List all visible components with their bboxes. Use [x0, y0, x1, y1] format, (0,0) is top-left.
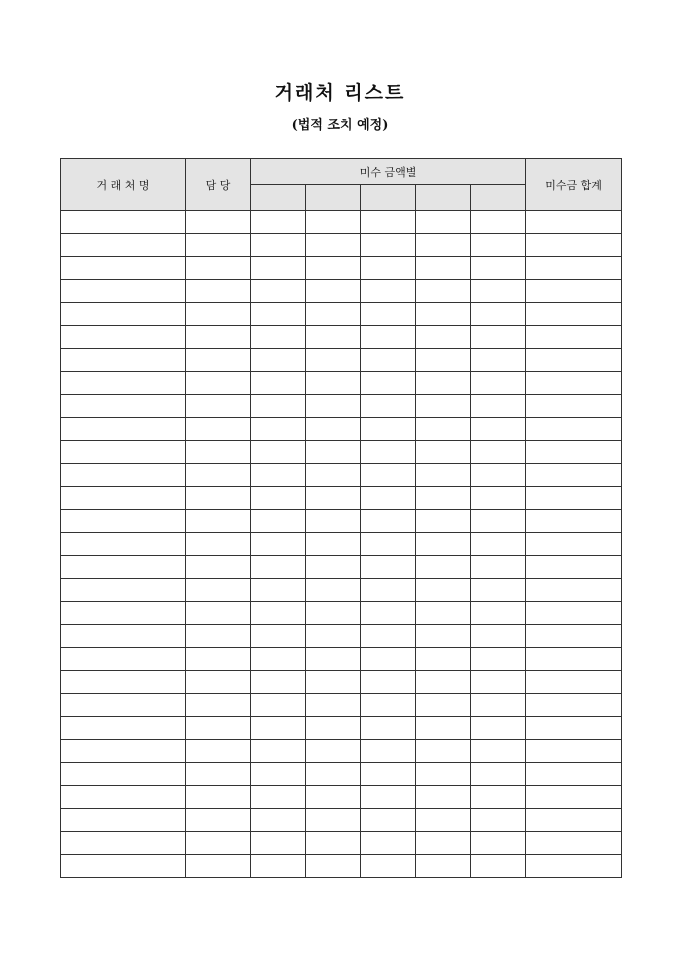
table-cell[interactable]: [61, 694, 186, 717]
table-cell[interactable]: [306, 648, 361, 671]
table-cell[interactable]: [61, 487, 186, 510]
table-cell[interactable]: [306, 418, 361, 441]
table-cell[interactable]: [361, 832, 416, 855]
table-cell[interactable]: [61, 763, 186, 786]
table-cell[interactable]: [186, 280, 251, 303]
table-cell[interactable]: [526, 740, 622, 763]
table-cell[interactable]: [416, 625, 471, 648]
table-cell[interactable]: [306, 556, 361, 579]
table-cell[interactable]: [306, 786, 361, 809]
header-client-name: 거 래 처 명: [61, 159, 186, 211]
table-cell[interactable]: [471, 855, 526, 878]
table-cell[interactable]: [186, 510, 251, 533]
header-receivables-total: 미수금 합계: [526, 159, 622, 211]
table-cell[interactable]: [251, 372, 306, 395]
table-cell[interactable]: [471, 280, 526, 303]
table-row: [61, 234, 622, 257]
table-cell[interactable]: [471, 763, 526, 786]
table-cell[interactable]: [186, 763, 251, 786]
table-cell[interactable]: [61, 648, 186, 671]
table-cell[interactable]: [61, 280, 186, 303]
table-cell[interactable]: [186, 303, 251, 326]
table-row: [61, 510, 622, 533]
table-row: [61, 602, 622, 625]
table-cell[interactable]: [526, 441, 622, 464]
table-cell[interactable]: [251, 671, 306, 694]
table-cell[interactable]: [251, 510, 306, 533]
header-amount-subcolumn: [416, 185, 471, 211]
table-cell[interactable]: [361, 556, 416, 579]
table-cell[interactable]: [416, 234, 471, 257]
table-cell[interactable]: [186, 533, 251, 556]
table-cell[interactable]: [471, 395, 526, 418]
table-cell[interactable]: [251, 740, 306, 763]
table-row: [61, 786, 622, 809]
table-cell[interactable]: [526, 280, 622, 303]
table-cell[interactable]: [186, 326, 251, 349]
table-cell[interactable]: [526, 648, 622, 671]
table-row: [61, 487, 622, 510]
table-cell[interactable]: [416, 533, 471, 556]
table-cell[interactable]: [526, 763, 622, 786]
table-cell[interactable]: [526, 257, 622, 280]
table-cell[interactable]: [306, 671, 361, 694]
table-cell[interactable]: [186, 234, 251, 257]
table-cell[interactable]: [526, 372, 622, 395]
table-cell[interactable]: [251, 487, 306, 510]
table-cell[interactable]: [251, 625, 306, 648]
table-cell[interactable]: [61, 671, 186, 694]
table-cell[interactable]: [186, 418, 251, 441]
table-row: [61, 303, 622, 326]
table-cell[interactable]: [61, 464, 186, 487]
table-cell[interactable]: [306, 487, 361, 510]
table-cell[interactable]: [526, 579, 622, 602]
table-cell[interactable]: [416, 855, 471, 878]
table-row: [61, 372, 622, 395]
table-row: [61, 740, 622, 763]
table-cell[interactable]: [251, 832, 306, 855]
table-cell[interactable]: [186, 395, 251, 418]
table-row: [61, 579, 622, 602]
table-cell[interactable]: [471, 303, 526, 326]
table-cell[interactable]: [471, 441, 526, 464]
table-cell[interactable]: [416, 556, 471, 579]
table-cell[interactable]: [361, 602, 416, 625]
table-cell[interactable]: [526, 533, 622, 556]
table-cell[interactable]: [251, 786, 306, 809]
table-cell[interactable]: [306, 211, 361, 234]
table-cell[interactable]: [306, 257, 361, 280]
table-cell[interactable]: [306, 395, 361, 418]
table-cell[interactable]: [361, 234, 416, 257]
table-cell[interactable]: [526, 855, 622, 878]
table-cell[interactable]: [416, 694, 471, 717]
table-cell[interactable]: [61, 211, 186, 234]
table-cell[interactable]: [251, 694, 306, 717]
table-cell[interactable]: [526, 625, 622, 648]
table-cell[interactable]: [526, 326, 622, 349]
table-cell[interactable]: [471, 326, 526, 349]
table-cell[interactable]: [186, 579, 251, 602]
table-cell[interactable]: [471, 648, 526, 671]
table-row: [61, 326, 622, 349]
table-cell[interactable]: [416, 671, 471, 694]
table-cell[interactable]: [416, 579, 471, 602]
table-cell[interactable]: [361, 763, 416, 786]
table-cell[interactable]: [251, 257, 306, 280]
table-cell[interactable]: [416, 648, 471, 671]
table-cell[interactable]: [526, 510, 622, 533]
table-cell[interactable]: [361, 303, 416, 326]
table-row: [61, 441, 622, 464]
table-row: [61, 717, 622, 740]
table-cell[interactable]: [361, 418, 416, 441]
table-cell[interactable]: [471, 694, 526, 717]
table-cell[interactable]: [186, 809, 251, 832]
table-cell[interactable]: [61, 395, 186, 418]
table-cell[interactable]: [61, 855, 186, 878]
table-cell[interactable]: [61, 625, 186, 648]
table-cell[interactable]: [471, 533, 526, 556]
table-cell[interactable]: [361, 395, 416, 418]
table-cell[interactable]: [361, 510, 416, 533]
table-row: [61, 648, 622, 671]
table-cell[interactable]: [186, 832, 251, 855]
table-cell[interactable]: [251, 809, 306, 832]
table-cell[interactable]: [471, 832, 526, 855]
table-cell[interactable]: [361, 326, 416, 349]
table-cell[interactable]: [61, 234, 186, 257]
table-cell[interactable]: [361, 372, 416, 395]
table-cell[interactable]: [471, 556, 526, 579]
table-row: [61, 809, 622, 832]
table-cell[interactable]: [61, 533, 186, 556]
table-cell[interactable]: [61, 832, 186, 855]
table-cell[interactable]: [186, 855, 251, 878]
table-cell[interactable]: [306, 372, 361, 395]
table-cell[interactable]: [361, 648, 416, 671]
table-cell[interactable]: [416, 832, 471, 855]
table-cell[interactable]: [416, 602, 471, 625]
table-cell[interactable]: [361, 579, 416, 602]
table-cell[interactable]: [61, 786, 186, 809]
table-cell[interactable]: [526, 487, 622, 510]
table-cell[interactable]: [471, 372, 526, 395]
table-cell[interactable]: [361, 487, 416, 510]
table-cell[interactable]: [186, 464, 251, 487]
table-row: [61, 855, 622, 878]
table-cell[interactable]: [306, 579, 361, 602]
table-cell[interactable]: [306, 533, 361, 556]
table-row: [61, 395, 622, 418]
table-cell[interactable]: [361, 809, 416, 832]
table-cell[interactable]: [471, 717, 526, 740]
table-row: [61, 418, 622, 441]
table-cell[interactable]: [306, 303, 361, 326]
table-cell[interactable]: [361, 441, 416, 464]
table-cell[interactable]: [526, 211, 622, 234]
table-cell[interactable]: [416, 717, 471, 740]
table-cell[interactable]: [186, 211, 251, 234]
table-cell[interactable]: [61, 717, 186, 740]
table-row: [61, 625, 622, 648]
table-cell[interactable]: [361, 694, 416, 717]
table-cell[interactable]: [186, 694, 251, 717]
table-cell[interactable]: [361, 786, 416, 809]
table-cell[interactable]: [471, 510, 526, 533]
table-cell[interactable]: [186, 441, 251, 464]
table-cell[interactable]: [306, 809, 361, 832]
table-cell[interactable]: [251, 602, 306, 625]
table-cell[interactable]: [361, 464, 416, 487]
table-cell[interactable]: [306, 832, 361, 855]
table-cell[interactable]: [61, 510, 186, 533]
table-cell[interactable]: [416, 280, 471, 303]
table-cell[interactable]: [526, 809, 622, 832]
table-cell[interactable]: [186, 671, 251, 694]
table-cell[interactable]: [61, 257, 186, 280]
table-cell[interactable]: [61, 556, 186, 579]
document-subtitle: (법적 조치 예정): [291, 118, 389, 133]
table-cell[interactable]: [251, 579, 306, 602]
table-row: [61, 464, 622, 487]
table-cell[interactable]: [526, 694, 622, 717]
table-cell[interactable]: [251, 855, 306, 878]
table-cell[interactable]: [471, 786, 526, 809]
table-cell[interactable]: [251, 441, 306, 464]
header-receivables-by-amount: 미수 금액별: [251, 159, 526, 185]
table-cell[interactable]: [251, 234, 306, 257]
table-cell[interactable]: [361, 533, 416, 556]
table-cell[interactable]: [416, 326, 471, 349]
table-cell[interactable]: [186, 602, 251, 625]
table-cell[interactable]: [526, 349, 622, 372]
table-cell[interactable]: [251, 464, 306, 487]
table-cell[interactable]: [61, 579, 186, 602]
table-cell[interactable]: [361, 717, 416, 740]
table-cell[interactable]: [306, 349, 361, 372]
table-cell[interactable]: [471, 234, 526, 257]
table-cell[interactable]: [61, 372, 186, 395]
table-cell[interactable]: [306, 763, 361, 786]
table-cell[interactable]: [61, 441, 186, 464]
table-cell[interactable]: [416, 257, 471, 280]
table-cell[interactable]: [416, 441, 471, 464]
document-title: 거래처 리스트: [274, 82, 406, 104]
table-cell[interactable]: [251, 418, 306, 441]
table-cell[interactable]: [361, 349, 416, 372]
table-cell[interactable]: [251, 303, 306, 326]
table-cell[interactable]: [526, 234, 622, 257]
table-row: [61, 211, 622, 234]
table-cell[interactable]: [251, 280, 306, 303]
table-cell[interactable]: [186, 625, 251, 648]
table-cell[interactable]: [361, 211, 416, 234]
table-cell[interactable]: [416, 303, 471, 326]
table-cell[interactable]: [471, 487, 526, 510]
table-cell[interactable]: [306, 694, 361, 717]
header-amount-subcolumn: [471, 185, 526, 211]
table-cell[interactable]: [416, 809, 471, 832]
table-cell[interactable]: [306, 280, 361, 303]
table-cell[interactable]: [251, 648, 306, 671]
table-cell[interactable]: [186, 372, 251, 395]
table-cell[interactable]: [416, 349, 471, 372]
table-cell[interactable]: [416, 418, 471, 441]
table-cell[interactable]: [471, 740, 526, 763]
table-cell[interactable]: [306, 602, 361, 625]
table-cell[interactable]: [361, 740, 416, 763]
table-cell[interactable]: [61, 303, 186, 326]
header-amount-subcolumn: [361, 185, 416, 211]
table-cell[interactable]: [471, 464, 526, 487]
header-manager: 담 당: [186, 159, 251, 211]
table-cell[interactable]: [251, 763, 306, 786]
table-cell[interactable]: [186, 786, 251, 809]
table-cell[interactable]: [471, 349, 526, 372]
table-cell[interactable]: [186, 257, 251, 280]
table-row: [61, 556, 622, 579]
table-cell[interactable]: [526, 671, 622, 694]
table-cell[interactable]: [526, 717, 622, 740]
table-cell[interactable]: [61, 326, 186, 349]
table-cell[interactable]: [416, 487, 471, 510]
table-row: [61, 280, 622, 303]
table-cell[interactable]: [251, 326, 306, 349]
table-cell[interactable]: [61, 740, 186, 763]
table-cell[interactable]: [361, 280, 416, 303]
table-cell[interactable]: [416, 763, 471, 786]
table-cell[interactable]: [416, 464, 471, 487]
table-cell[interactable]: [471, 579, 526, 602]
table-cell[interactable]: [61, 602, 186, 625]
table-cell[interactable]: [306, 740, 361, 763]
table-cell[interactable]: [471, 809, 526, 832]
table-cell[interactable]: [251, 349, 306, 372]
table-cell[interactable]: [306, 625, 361, 648]
table-cell[interactable]: [361, 257, 416, 280]
table-cell[interactable]: [306, 510, 361, 533]
table-cell[interactable]: [186, 487, 251, 510]
table-cell[interactable]: [526, 418, 622, 441]
table-row: [61, 671, 622, 694]
table-cell[interactable]: [61, 418, 186, 441]
header-amount-subcolumn: [251, 185, 306, 211]
table-row: [61, 694, 622, 717]
table-cell[interactable]: [416, 740, 471, 763]
table-cell[interactable]: [361, 625, 416, 648]
table-cell[interactable]: [306, 717, 361, 740]
table-cell[interactable]: [526, 464, 622, 487]
table-cell[interactable]: [471, 671, 526, 694]
table-cell[interactable]: [306, 855, 361, 878]
table-cell[interactable]: [186, 349, 251, 372]
table-cell[interactable]: [251, 211, 306, 234]
table-cell[interactable]: [361, 855, 416, 878]
table-cell[interactable]: [471, 211, 526, 234]
table-cell[interactable]: [61, 809, 186, 832]
table-cell[interactable]: [416, 211, 471, 234]
table-cell[interactable]: [526, 602, 622, 625]
table-cell[interactable]: [416, 395, 471, 418]
table-cell[interactable]: [306, 234, 361, 257]
table-cell[interactable]: [186, 740, 251, 763]
table-cell[interactable]: [251, 533, 306, 556]
table-row: [61, 832, 622, 855]
table-cell[interactable]: [471, 625, 526, 648]
header-amount-subcolumn: [306, 185, 361, 211]
table-row: [61, 349, 622, 372]
table-cell[interactable]: [526, 395, 622, 418]
table-cell[interactable]: [526, 303, 622, 326]
table-cell[interactable]: [471, 257, 526, 280]
table-cell[interactable]: [186, 556, 251, 579]
table-cell[interactable]: [471, 418, 526, 441]
table-cell[interactable]: [186, 717, 251, 740]
table-cell[interactable]: [526, 786, 622, 809]
table-cell[interactable]: [416, 510, 471, 533]
table-cell[interactable]: [251, 395, 306, 418]
table-cell[interactable]: [306, 326, 361, 349]
table-cell[interactable]: [416, 786, 471, 809]
table-row: [61, 763, 622, 786]
table-cell[interactable]: [526, 556, 622, 579]
table-cell[interactable]: [526, 832, 622, 855]
table-cell[interactable]: [251, 556, 306, 579]
table-cell[interactable]: [306, 441, 361, 464]
table-cell[interactable]: [471, 602, 526, 625]
table-cell[interactable]: [186, 648, 251, 671]
table-cell[interactable]: [251, 717, 306, 740]
client-list-table: [60, 158, 622, 878]
table-cell[interactable]: [416, 372, 471, 395]
table-cell[interactable]: [361, 671, 416, 694]
table-cell[interactable]: [306, 464, 361, 487]
table-row: [61, 257, 622, 280]
table-cell[interactable]: [61, 349, 186, 372]
table-row: [61, 533, 622, 556]
